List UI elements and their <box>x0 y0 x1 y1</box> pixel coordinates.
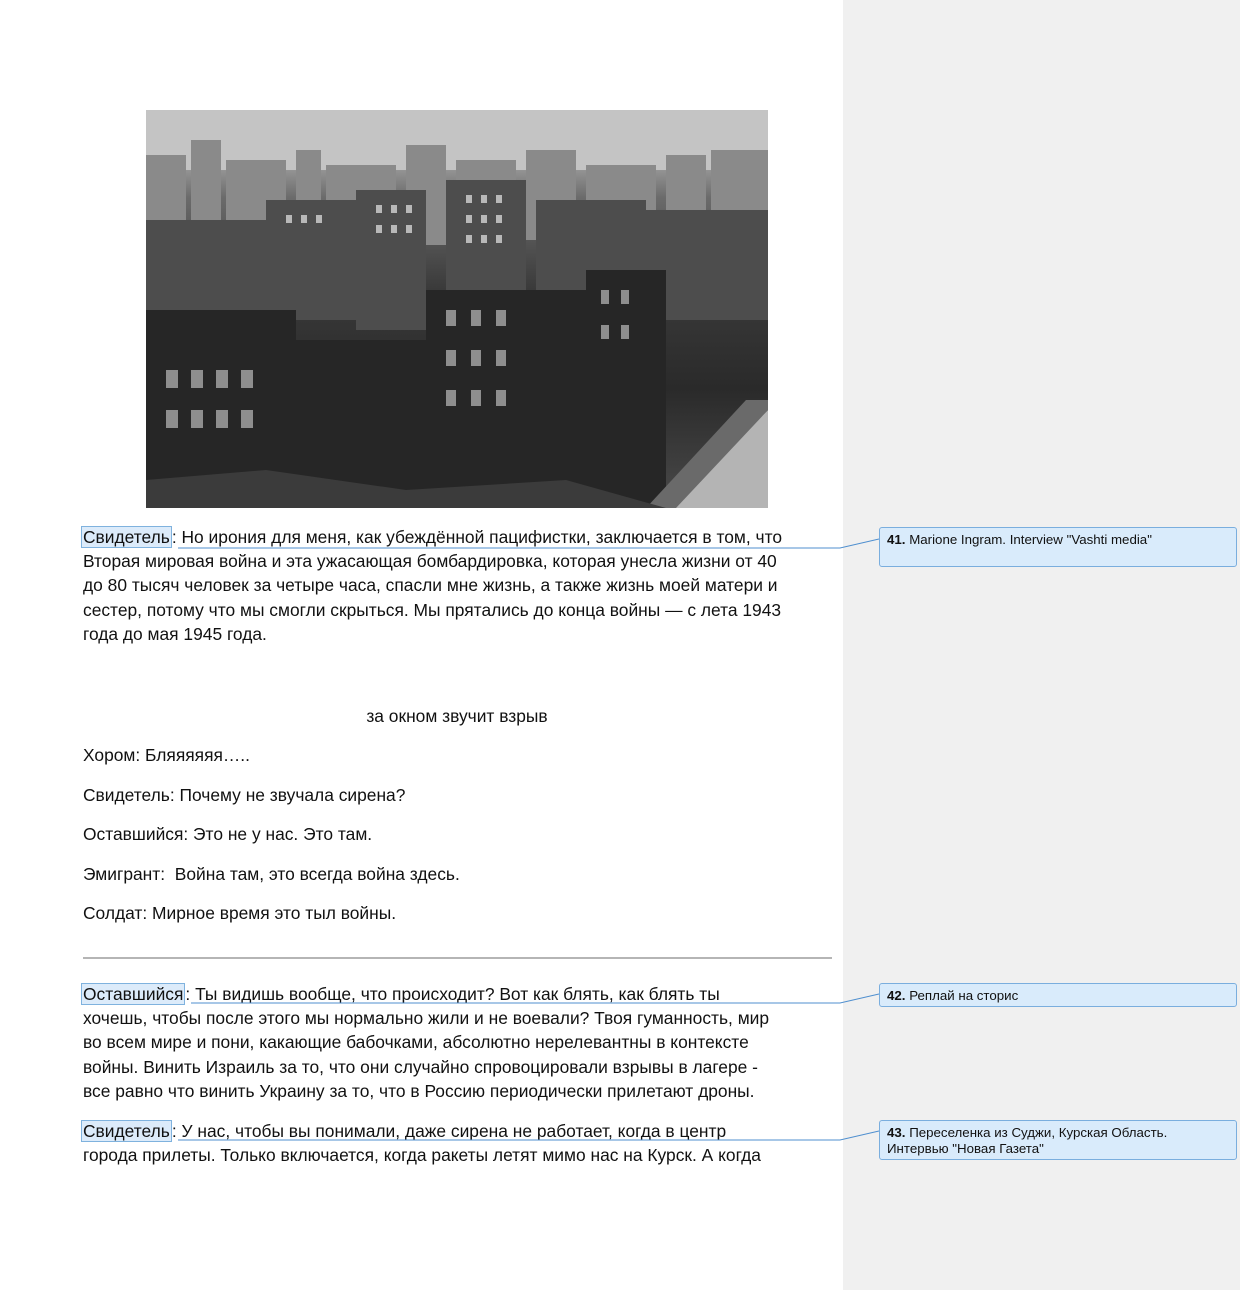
dialogue-line-5: Солдат: Мирное время это тыл войны. <box>83 903 397 923</box>
paragraph-2-line-2: хочешь, чтобы после этого мы нормально жили и не воевали? Твоя гуманность, мир <box>83 1008 770 1029</box>
paragraph-1-line-2: Вторая мировая война и эта ужасающая бомбардировка, которая унесла жизни от 40 <box>83 551 777 572</box>
comment-42[interactable] <box>879 983 1237 1007</box>
comment-43-text-line-2: Интервью "Новая Газета" <box>887 1141 1044 1156</box>
paragraph-2-line-5: все равно что винить Украину за то, что в Россию периодически прилетают дроны. <box>83 1080 755 1101</box>
paragraph-1-line-4: сестер, потому что мы смогли скрыться. Мы прятались до конца войны — с лета 1943 <box>83 599 782 620</box>
stage-direction: за окном звучит взрыв <box>366 706 548 726</box>
comment-43-text: Переселенка из Суджи, Курская Область. <box>905 1125 1168 1140</box>
comment-anchor-43[interactable]: Свидетель <box>83 1121 170 1141</box>
paragraph-3-line-1: : У нас, чтобы вы понимали, даже сирена не работает, когда в центр <box>171 1121 727 1141</box>
comment-43-number: 43. <box>887 1125 906 1140</box>
comment-41[interactable] <box>879 527 1237 567</box>
paragraph-2-line-1: : Ты видишь вообще, что происходит? Вот как блять, как блять ты <box>185 984 720 1004</box>
comment-anchor-41[interactable]: Свидетель <box>83 527 170 547</box>
paragraph-1-line-5: года до мая 1945 года. <box>83 623 267 644</box>
paragraph-2-line-3: во всем мире и пони, какающие бабочками, абсолютно нерелевантны в контексте <box>83 1032 749 1053</box>
comment-43[interactable] <box>879 1120 1237 1160</box>
dialogue-line-2: Свидетель: Почему не звучала сирена? <box>83 785 406 805</box>
dialogue-line-1: Хором: Бляяяяяя….. <box>83 745 250 765</box>
comment-42-text: Реплай на сторис <box>905 988 1019 1003</box>
paragraph-1-line-3: до 80 тысяч человек за четыре часа, спасли мне жизнь, а также жизнь моей матери и <box>83 575 778 596</box>
paragraph-1-line-1: : Но ирония для меня, как убеждённой пацифистки, заключается в том, что <box>171 527 783 547</box>
comment-anchor-42[interactable]: Оставшийся <box>83 984 184 1004</box>
dialogue-line-4: Эмигрант: Война там, это всегда война здесь. <box>83 864 460 884</box>
paragraph-3-line-2: города прилеты. Только включается, когда ракеты летят мимо нас на Курск. А когда <box>83 1145 761 1166</box>
comment-41-text: Marione Ingram. Interview "Vashti media" <box>905 532 1152 547</box>
dialogue-line-3: Оставшийся: Это не у нас. Это там. <box>83 824 373 844</box>
comment-41-number: 41. <box>887 532 906 547</box>
comment-42-number: 42. <box>887 988 906 1003</box>
paragraph-2-line-4: войны. Винить Израиль за то, что они случайно спровоцировали взрывы в лагере - <box>83 1056 758 1077</box>
